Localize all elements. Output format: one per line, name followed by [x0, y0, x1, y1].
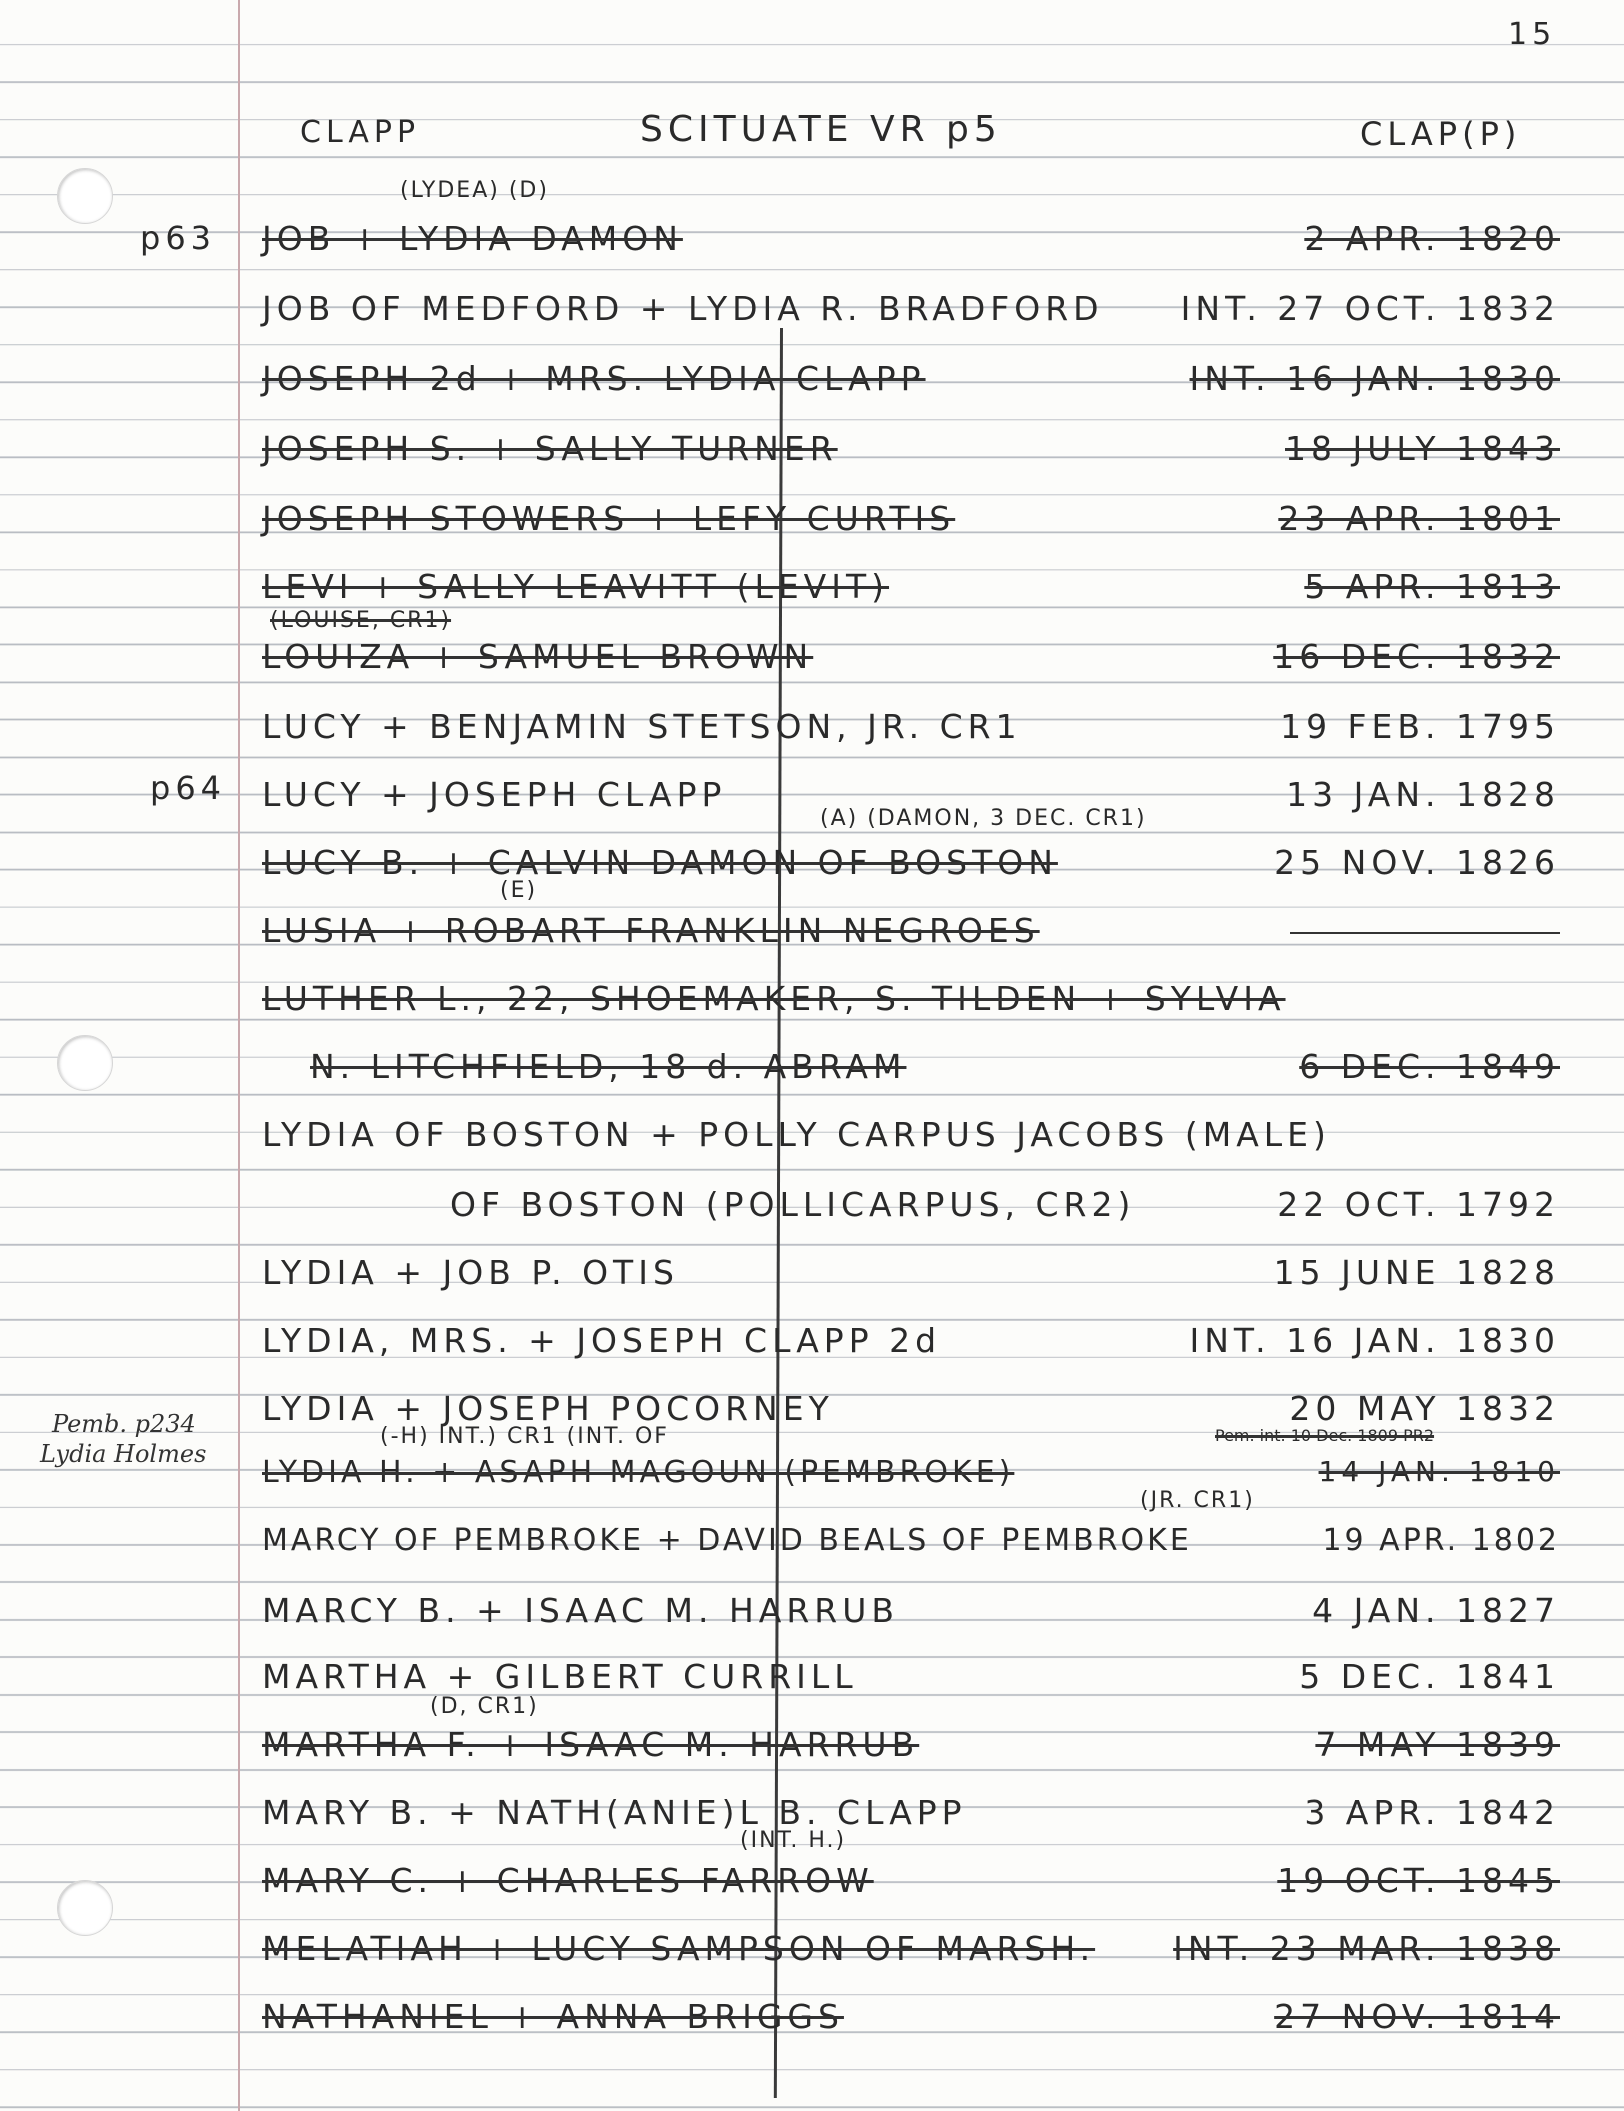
entry-text: LUCY B. + CALVIN DAMON OF BOSTON — [262, 843, 1058, 882]
punch-hole — [57, 1035, 113, 1091]
entry-date: 15 JUNE 1828 — [1273, 1253, 1560, 1292]
entry-date: 5 APR. 1813 — [1304, 567, 1560, 606]
entry-annotation: (LYDEA) (D) — [400, 178, 549, 203]
margin-line — [238, 0, 240, 2111]
entry-annotation: (-H) INT.) CR1 (INT. OF — [380, 1424, 669, 1449]
entry-text: LUCY + BENJAMIN STETSON, JR. CR1 — [262, 707, 1022, 746]
entry-text: MARTHA F. + ISAAC M. HARRUB — [262, 1725, 920, 1764]
entry-text: OF BOSTON (POLLICARPUS, CR2) — [450, 1185, 1136, 1224]
entry-text: LYDIA H. + ASAPH MAGOUN (PEMBROKE) — [262, 1455, 1015, 1490]
entry-text: LOUIZA + SAMUEL BROWN — [262, 637, 814, 676]
entry-text: LYDIA + JOSEPH POCORNEY — [262, 1389, 834, 1428]
entry-date: 14 JAN. 1810 — [1318, 1455, 1560, 1488]
entry-date: 4 JAN. 1827 — [1312, 1591, 1560, 1630]
margin-page-ref: p63 — [140, 219, 217, 257]
entry-note: Pem. int. 10 Dec. 1809 PR2 — [1215, 1426, 1435, 1445]
entry-date: 22 OCT. 1792 — [1277, 1185, 1560, 1224]
punch-hole — [57, 168, 113, 224]
entry-text: LUSIA + ROBART FRANKLIN NEGROES — [262, 911, 1040, 950]
entry-date: INT. 16 JAN. 1830 — [1189, 359, 1560, 398]
entry-text: LUTHER L., 22, SHOEMAKER, S. TILDEN + SYLVIA — [262, 979, 1286, 1018]
entry-text: MARCY B. + ISAAC M. HARRUB — [262, 1591, 900, 1630]
entry-text: JOSEPH S. + SALLY TURNER — [262, 429, 838, 468]
blank-date-rule — [1290, 932, 1560, 934]
entry-text: LUCY + JOSEPH CLAPP — [262, 775, 727, 814]
entry-text: JOB OF MEDFORD + LYDIA R. BRADFORD — [262, 289, 1104, 328]
entry-text: LYDIA + JOB P. OTIS — [262, 1253, 679, 1292]
header-center-title: SCITUATE VR p5 — [640, 109, 1002, 150]
entry-text: LYDIA, MRS. + JOSEPH CLAPP 2d — [262, 1321, 942, 1360]
entry-date: 19 FEB. 1795 — [1280, 707, 1560, 746]
page-number: 15 — [1508, 17, 1557, 52]
header-right-title: CLAP(P) — [1360, 115, 1522, 153]
entry-date: 18 JULY 1843 — [1285, 429, 1560, 468]
entry-date: INT. 27 OCT. 1832 — [1180, 289, 1560, 328]
entry-date: 13 JAN. 1828 — [1286, 775, 1560, 814]
entry-text: MELATIAH + LUCY SAMPSON OF MARSH. — [262, 1929, 1096, 1968]
entry-text: JOSEPH 2d + MRS. LYDIA CLAPP — [262, 359, 926, 398]
entry-date: 20 MAY 1832 — [1289, 1389, 1560, 1428]
entry-date: 19 OCT. 1845 — [1277, 1861, 1560, 1900]
punch-hole — [57, 1880, 113, 1936]
entry-date: 7 MAY 1839 — [1315, 1725, 1560, 1764]
margin-note: Lydia Holmes — [40, 1440, 207, 1468]
entry-text: MARY B. + NATH(ANIE)L B. CLAPP — [262, 1793, 967, 1832]
entry-date: 5 DEC. 1841 — [1299, 1657, 1560, 1696]
entry-text: LEVI + SALLY LEAVITT (LEVIT) — [262, 567, 890, 606]
entry-text: NATHANIEL + ANNA BRIGGS — [262, 1997, 844, 2036]
entry-annotation: (D, CR1) — [430, 1694, 539, 1719]
entry-annotation: (E) — [500, 878, 538, 903]
header-left-title: CLAPP — [300, 115, 421, 150]
margin-note: Pemb. p234 — [52, 1410, 196, 1438]
entry-text: JOB + LYDIA DAMON — [262, 219, 683, 258]
entry-date: INT. 16 JAN. 1830 — [1189, 1321, 1560, 1360]
entry-date: INT. 23 MAR. 1838 — [1173, 1929, 1560, 1968]
entry-date: 19 APR. 1802 — [1322, 1523, 1560, 1558]
entry-text: LYDIA OF BOSTON + POLLY CARPUS JACOBS (MALE) — [262, 1115, 1331, 1154]
entry-text: JOSEPH STOWERS + LEFY CURTIS — [262, 499, 956, 538]
entry-date: 16 DEC. 1832 — [1273, 637, 1560, 676]
entry-text: N. LITCHFIELD, 18 d. ABRAM — [310, 1047, 907, 1086]
entry-text: MARCY OF PEMBROKE + DAVID BEALS OF PEMBROKE — [262, 1523, 1192, 1558]
entry-date: 6 DEC. 1849 — [1299, 1047, 1560, 1086]
entry-annotation: (JR. CR1) — [1140, 1488, 1255, 1513]
entry-annotation: (LOUISE, CR1) — [270, 608, 452, 633]
margin-page-ref: p64 — [150, 769, 227, 807]
entry-date: 3 APR. 1842 — [1304, 1793, 1560, 1832]
entry-date: 27 NOV. 1814 — [1274, 1997, 1560, 2036]
entry-date: 2 APR. 1820 — [1304, 219, 1560, 258]
entry-annotation: (INT. H.) — [740, 1828, 847, 1853]
entry-text: MARY C. + CHARLES FARROW — [262, 1861, 874, 1900]
entry-date: 25 NOV. 1826 — [1274, 843, 1560, 882]
entry-text: MARTHA + GILBERT CURRILL — [262, 1657, 858, 1696]
entry-annotation: (A) (DAMON, 3 DEC. CR1) — [820, 806, 1147, 831]
entry-date: 23 APR. 1801 — [1278, 499, 1560, 538]
